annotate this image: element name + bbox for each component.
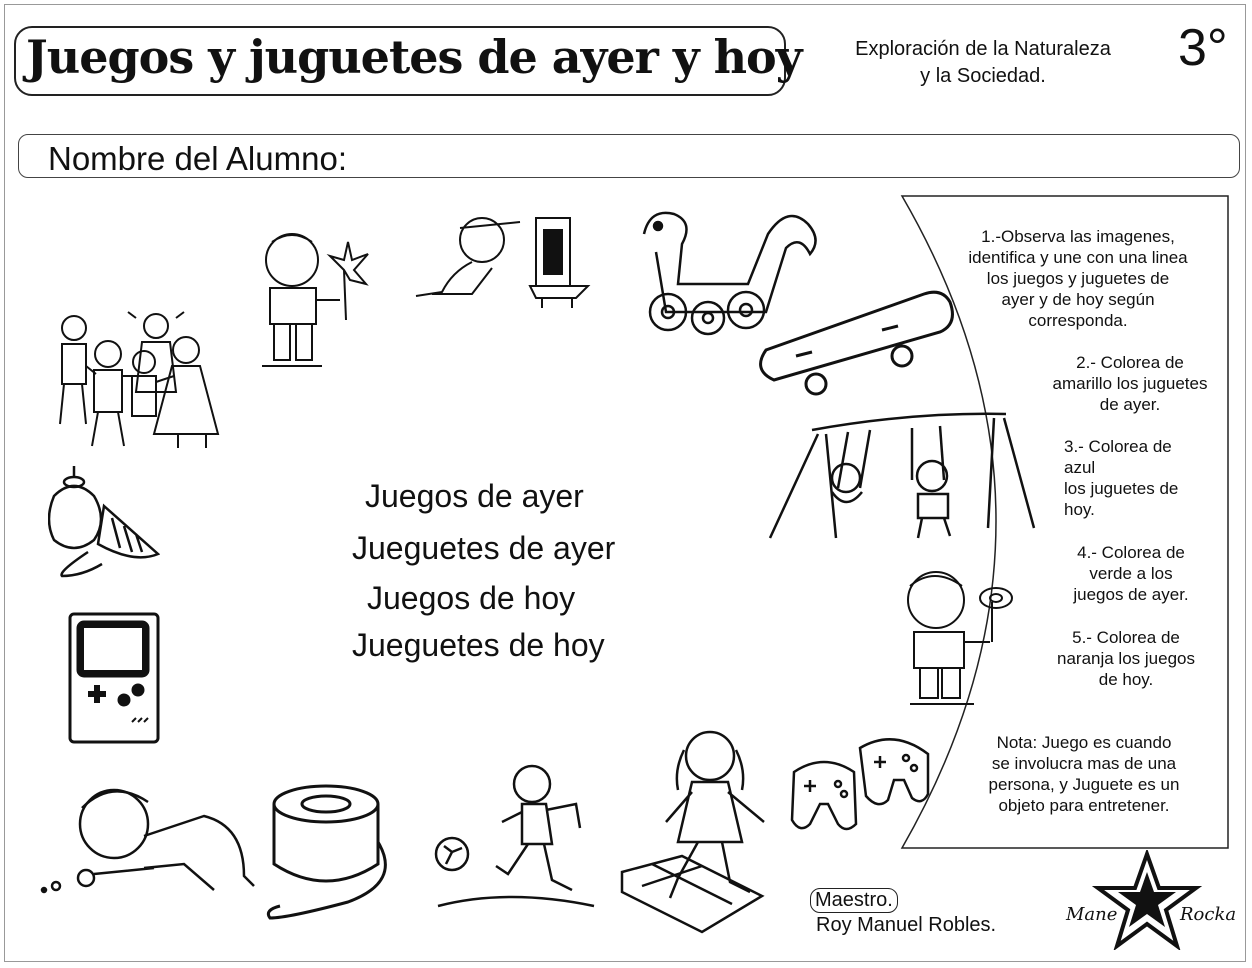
boy-blowing-pinwheel-illustration[interactable] <box>252 230 382 370</box>
instruction-note: Nota: Juego es cuando se involucra mas de una persona, y Juguete es un objeto para entretener. <box>988 733 1180 815</box>
maestro-name: Roy Manuel Robles. <box>816 914 997 936</box>
subject-line-1: Exploración de la Naturaleza <box>855 38 1111 60</box>
instruction-step-4: 4.- Colorea de verde a los juegos de ayer. <box>1073 543 1189 604</box>
skateboard-illustration[interactable] <box>752 290 954 400</box>
boy-watching-tv-illustration[interactable] <box>412 208 598 314</box>
star-logo-icon <box>1092 850 1202 950</box>
instruction-step-1: 1.-Observa las imagenes, identifica y une con una linea los juegos y juguetes de ayer y de hoy según corresponda. <box>968 227 1188 330</box>
worksheet-title: Juegos y juguetes de ayer y hoy <box>26 30 802 84</box>
option-jueguetes-de-hoy[interactable]: Jueguetes de hoy <box>352 627 605 663</box>
game-controllers-illustration[interactable] <box>788 722 934 840</box>
instruction-step-3: 3.- Colorea de azul los juguetes de hoy. <box>1064 437 1179 519</box>
children-circle-game-illustration[interactable] <box>46 306 230 456</box>
yoyo-illustration[interactable] <box>266 782 398 922</box>
maestro-label: Maestro. <box>810 888 898 913</box>
subject-line-2: y la Sociedad. <box>920 65 1046 87</box>
option-jueguetes-de-ayer[interactable]: Jueguetes de ayer <box>352 530 616 566</box>
option-juegos-de-ayer[interactable]: Juegos de ayer <box>365 478 584 514</box>
signature-left: Mane <box>1066 904 1118 925</box>
option-juegos-de-hoy[interactable]: Juegos de hoy <box>367 580 576 616</box>
spinning-top-illustration[interactable] <box>48 462 160 580</box>
grade-label: 3° <box>1178 19 1228 77</box>
instruction-step-2: 2.- Colorea de amarillo los juguetes de ayer. <box>1052 353 1208 414</box>
children-on-swings-illustration[interactable] <box>762 404 1044 552</box>
boy-kicking-ball-illustration[interactable] <box>432 760 598 920</box>
instruction-step-5: 5.- Colorea de naranja los juegos de hoy. <box>1057 628 1195 689</box>
student-name-label: Nombre del Alumno: <box>48 140 347 177</box>
girl-playing-hopscotch-illustration[interactable] <box>618 722 776 934</box>
signature-right: Rocka <box>1180 904 1237 925</box>
handheld-game-console-illustration[interactable] <box>66 610 162 746</box>
boy-playing-marbles-illustration[interactable] <box>34 778 256 900</box>
boy-with-yoyo-illustration[interactable] <box>900 566 1028 710</box>
